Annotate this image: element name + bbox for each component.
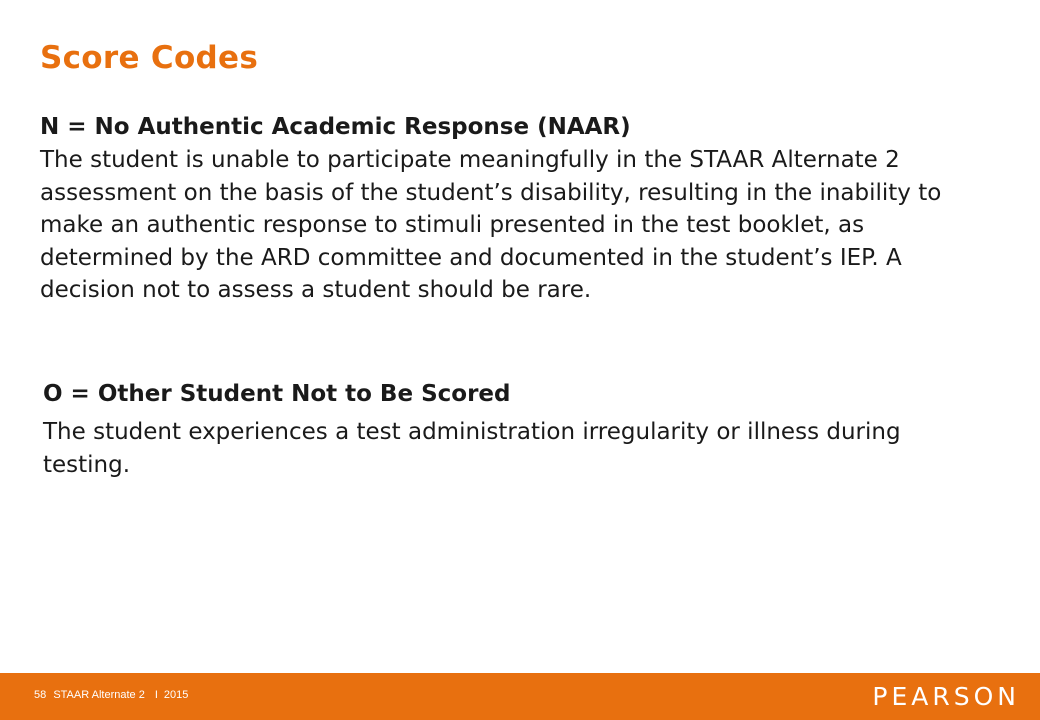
footer-program: STAAR Alternate 2 — [53, 689, 145, 701]
score-code-o-heading: O = Other Student Not to Be Scored — [43, 381, 511, 407]
footer-separator: I — [154, 689, 158, 701]
score-code-o-section — [43, 378, 1003, 481]
footer-caption — [34, 689, 192, 701]
score-code-n-section — [40, 111, 1000, 307]
slide-title: Score Codes — [40, 40, 259, 76]
footer-year: 2015 — [163, 689, 189, 701]
page-number: 58 — [34, 689, 47, 701]
score-code-o-description: The student experiences a test administration irregularity or illness during testing. — [43, 419, 901, 478]
score-code-n-heading: N = No Authentic Academic Response (NAAR) — [40, 114, 631, 140]
score-code-n-description: The student is unable to participate meaningfully in the STAAR Alternate 2 assessment on the basis of the student’s disability, resulting in the inability to make an authentic response to stimuli presented in the test booklet, as determined by the ARD committee and documented in the student’s IEP. A decision not to assess a student should be rare. — [40, 147, 942, 304]
footer-bar — [0, 673, 1040, 720]
pearson-logo: PEARSON — [872, 682, 1020, 711]
